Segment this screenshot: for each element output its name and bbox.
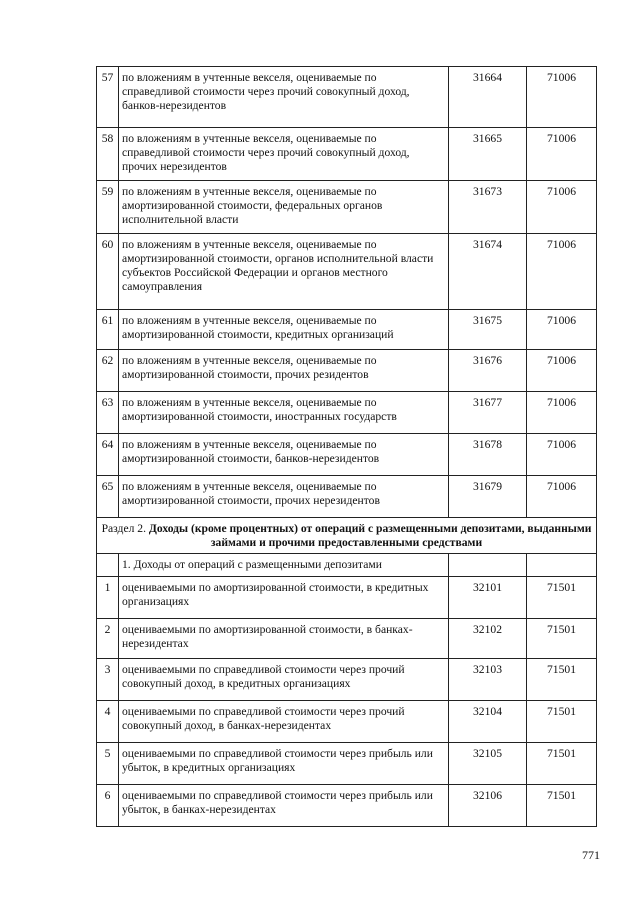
row-account-code: 31677 (449, 392, 527, 434)
row-description: по вложениям в учтенные векселя, оцениваемые по амортизированной стоимости, прочих нерезидентов (119, 476, 449, 518)
row-number: 5 (97, 743, 119, 785)
table-row (97, 619, 597, 659)
row-number: 6 (97, 785, 119, 827)
row-symbol-code: 71501 (527, 785, 597, 827)
row-number: 60 (97, 234, 119, 310)
table-row (97, 128, 597, 181)
table-row (97, 476, 597, 518)
table-row (97, 392, 597, 434)
row-description: по вложениям в учтенные векселя, оцениваемые по амортизированной стоимости, органов исполнительной власти субъектов Российской Федерации и органов местного самоуправления (119, 234, 449, 310)
subheading-row (97, 554, 597, 577)
lower-table-body (97, 577, 597, 827)
row-number: 61 (97, 310, 119, 350)
row-account-code: 31664 (449, 67, 527, 128)
table-row (97, 659, 597, 701)
row-number: 64 (97, 434, 119, 476)
section-heading-row (97, 518, 597, 554)
row-description: по вложениям в учтенные векселя, оцениваемые по амортизированной стоимости, банков-нерезидентов (119, 434, 449, 476)
row-symbol-code: 71006 (527, 128, 597, 181)
subheading-num-cell (97, 554, 119, 577)
row-description: по вложениям в учтенные векселя, оцениваемые по справедливой стоимости через прочий совокупный доход, прочих нерезидентов (119, 128, 449, 181)
table-row (97, 434, 597, 476)
row-description: оцениваемыми по справедливой стоимости через прибыль или убыток, в кредитных организациях (119, 743, 449, 785)
row-symbol-code: 71006 (527, 434, 597, 476)
row-description: по вложениям в учтенные векселя, оцениваемые по амортизированной стоимости, кредитных организаций (119, 310, 449, 350)
row-account-code: 32101 (449, 577, 527, 619)
section-title: Доходы (кроме процентных) от операций с размещенными депозитами, выданными займами и прочими предоставленными средствами (148, 522, 592, 549)
row-account-code: 31678 (449, 434, 527, 476)
subheading-text: 1. Доходы от операций с размещенными депозитами (119, 554, 449, 577)
row-symbol-code: 71501 (527, 743, 597, 785)
section-prefix: Раздел 2. (101, 522, 149, 535)
row-number: 4 (97, 701, 119, 743)
row-symbol-code: 71501 (527, 701, 597, 743)
subheading-code-cell (449, 554, 527, 577)
row-number: 59 (97, 181, 119, 234)
row-description: по вложениям в учтенные векселя, оцениваемые по справедливой стоимости через прочий совокупный доход, банков-нерезидентов (119, 67, 449, 128)
row-symbol-code: 71006 (527, 310, 597, 350)
table-row (97, 577, 597, 619)
row-account-code: 31675 (449, 310, 527, 350)
accounts-table (96, 66, 597, 827)
row-account-code: 31674 (449, 234, 527, 310)
row-number: 3 (97, 659, 119, 701)
row-description: оцениваемыми по амортизированной стоимости, в кредитных организациях (119, 577, 449, 619)
row-description: по вложениям в учтенные векселя, оцениваемые по амортизированной стоимости, федеральных органов исполнительной власти (119, 181, 449, 234)
row-description: оцениваемыми по справедливой стоимости через прочий совокупный доход, в кредитных организациях (119, 659, 449, 701)
table-row (97, 310, 597, 350)
row-account-code: 31676 (449, 350, 527, 392)
table-row (97, 234, 597, 310)
row-description: оцениваемыми по справедливой стоимости через прочий совокупный доход, в банках-нерезидентах (119, 701, 449, 743)
row-symbol-code: 71501 (527, 659, 597, 701)
upper-table-body (97, 67, 597, 518)
row-description: по вложениям в учтенные векселя, оцениваемые по амортизированной стоимости, иностранных государств (119, 392, 449, 434)
row-number: 62 (97, 350, 119, 392)
row-symbol-code: 71006 (527, 476, 597, 518)
row-number: 63 (97, 392, 119, 434)
row-number: 2 (97, 619, 119, 659)
row-number: 65 (97, 476, 119, 518)
table-row (97, 350, 597, 392)
row-number: 1 (97, 577, 119, 619)
subheading-symbol-cell (527, 554, 597, 577)
row-account-code: 32104 (449, 701, 527, 743)
row-account-code: 32106 (449, 785, 527, 827)
row-account-code: 32102 (449, 619, 527, 659)
row-account-code: 31679 (449, 476, 527, 518)
row-account-code: 31665 (449, 128, 527, 181)
row-account-code: 31673 (449, 181, 527, 234)
row-symbol-code: 71006 (527, 181, 597, 234)
table-row (97, 785, 597, 827)
row-symbol-code: 71006 (527, 67, 597, 128)
table-row (97, 181, 597, 234)
row-symbol-code: 71501 (527, 577, 597, 619)
row-symbol-code: 71006 (527, 350, 597, 392)
table-row (97, 701, 597, 743)
section-body (97, 518, 597, 577)
row-symbol-code: 71006 (527, 392, 597, 434)
row-symbol-code: 71501 (527, 619, 597, 659)
row-account-code: 32105 (449, 743, 527, 785)
row-number: 58 (97, 128, 119, 181)
section-heading (97, 518, 597, 554)
row-account-code: 32103 (449, 659, 527, 701)
row-number: 57 (97, 67, 119, 128)
row-description: оцениваемыми по справедливой стоимости через прибыль или убыток, в банках-нерезидентах (119, 785, 449, 827)
row-symbol-code: 71006 (527, 234, 597, 310)
page-number: 771 (582, 848, 600, 862)
row-description: по вложениям в учтенные векселя, оцениваемые по амортизированной стоимости, прочих резидентов (119, 350, 449, 392)
row-description: оцениваемыми по амортизированной стоимости, в банках-нерезидентах (119, 619, 449, 659)
table-row (97, 67, 597, 128)
table-row (97, 743, 597, 785)
